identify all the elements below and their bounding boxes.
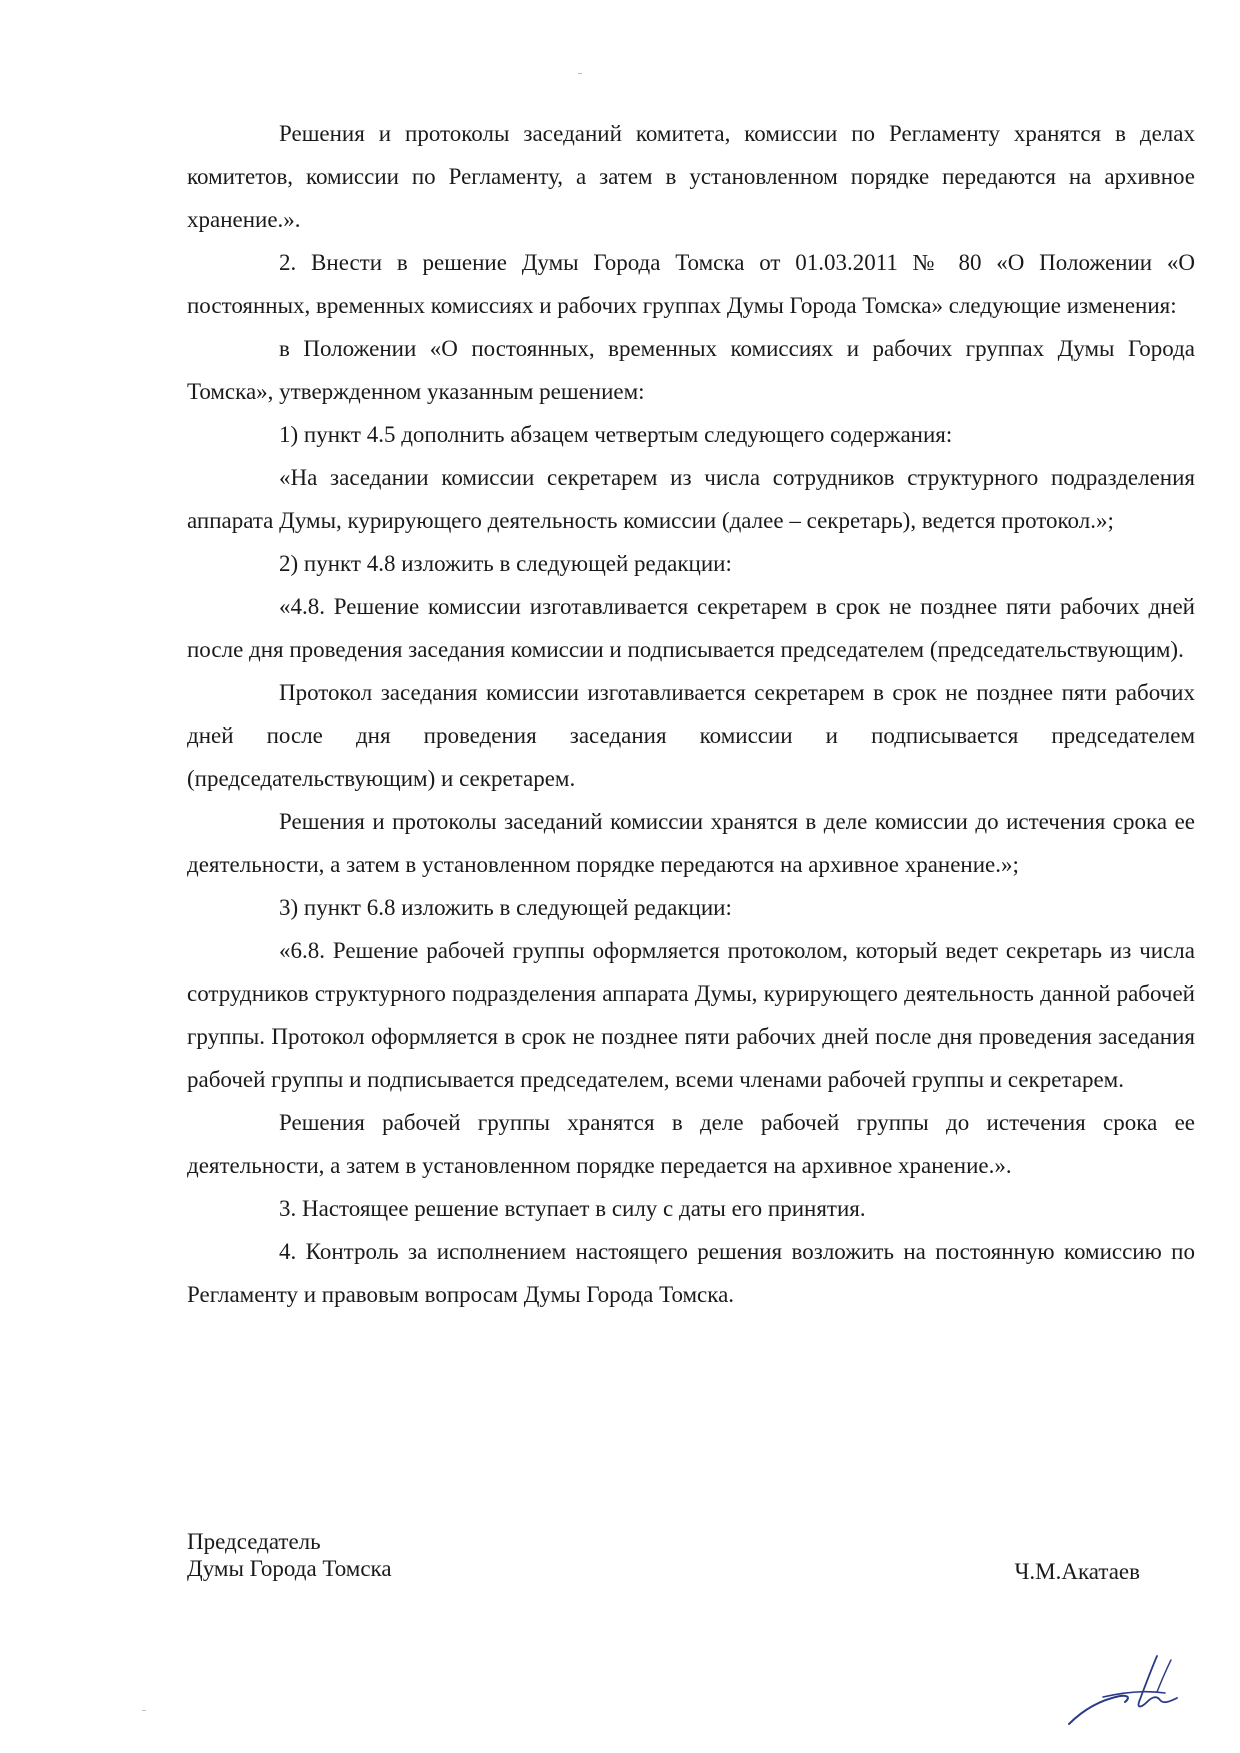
paragraph-4-8-storage: Решения и протоколы заседаний комиссии хранятся в деле комиссии до истечения срока ее деятельности, а затем в установленном порядке передаются на архивное хранение.»; bbox=[187, 809, 1195, 877]
paragraph-item-2: 2. Внести в решение Думы Города Томска от 01.03.2011 № 80 «О Положении «О постоянных, временных комиссиях и рабочих группах Думы Города Томска» следующие изменения: bbox=[187, 250, 1195, 318]
signatory-title-line2: Думы Города Томска bbox=[187, 1556, 392, 1581]
paragraph-item-3: 3. Настоящее решение вступает в силу с даты его принятия. bbox=[279, 1196, 866, 1221]
paragraph-subitem-1: 1) пункт 4.5 дополнить абзацем четвертым следующего содержания: bbox=[279, 422, 953, 447]
document-body bbox=[187, 112, 1195, 1316]
paragraph-subitem-3: 3) пункт 6.8 изложить в следующей редакции: bbox=[279, 895, 732, 920]
signature-block bbox=[187, 1528, 1195, 1608]
handwritten-signature bbox=[1065, 1650, 1215, 1730]
signatory-title-line1: Председатель bbox=[187, 1529, 321, 1554]
scan-artifact bbox=[578, 73, 582, 74]
paragraph-6-8-decision: «6.8. Решение рабочей группы оформляется протоколом, который ведет секретарь из числа сотрудников структурного подразделения аппарата Думы, курирующего деятельность данной рабочей группы. Протокол оформляется в срок не позднее пяти рабочих дней после дня проведения заседания рабочей группы и подписывается председателем, всеми членами рабочей группы и секретарем. bbox=[187, 938, 1195, 1092]
paragraph-item-4: 4. Контроль за исполнением настоящего решения возложить на постоянную комиссию по Регламенту и правовым вопросам Думы Города Томска. bbox=[187, 1239, 1195, 1307]
paragraph-4-8-decision: «4.8. Решение комиссии изготавливается секретарем в срок не позднее пяти рабочих дней после дня проведения заседания комиссии и подписывается председателем (председательствующим). bbox=[187, 594, 1195, 662]
scan-artifact bbox=[142, 1710, 146, 1711]
paragraph-4-8-protocol: Протокол заседания комиссии изготавливается секретарем в срок не позднее пяти рабочих дней после дня проведения заседания комиссии и подписывается председателем (председательствующим) и секретарем. bbox=[187, 680, 1195, 791]
paragraph-regulation-intro: в Положении «О постоянных, временных комиссиях и рабочих группах Думы Города Томска», утвержденном указанным решением: bbox=[187, 336, 1195, 404]
paragraph-6-8-storage: Решения рабочей группы хранятся в деле рабочей группы до истечения срока ее деятельности, а затем в установленном порядке передается на архивное хранение.». bbox=[187, 1110, 1195, 1178]
paragraph-subitem-2: 2) пункт 4.8 изложить в следующей редакции: bbox=[279, 551, 732, 576]
signatory-title bbox=[187, 1528, 392, 1582]
signatory-name: Ч.М.Акатаев bbox=[1014, 1559, 1140, 1584]
paragraph-subitem-1-text: «На заседании комиссии секретарем из числа сотрудников структурного подразделения аппарата Думы, курирующего деятельность комиссии (далее – секретарь), ведется протокол.»; bbox=[187, 465, 1195, 533]
paragraph-archive-storage: Решения и протоколы заседаний комитета, комиссии по Регламенту хранятся в делах комитетов, комиссии по Регламенту, а затем в установленном порядке передаются на архивное хранение.». bbox=[187, 121, 1195, 232]
